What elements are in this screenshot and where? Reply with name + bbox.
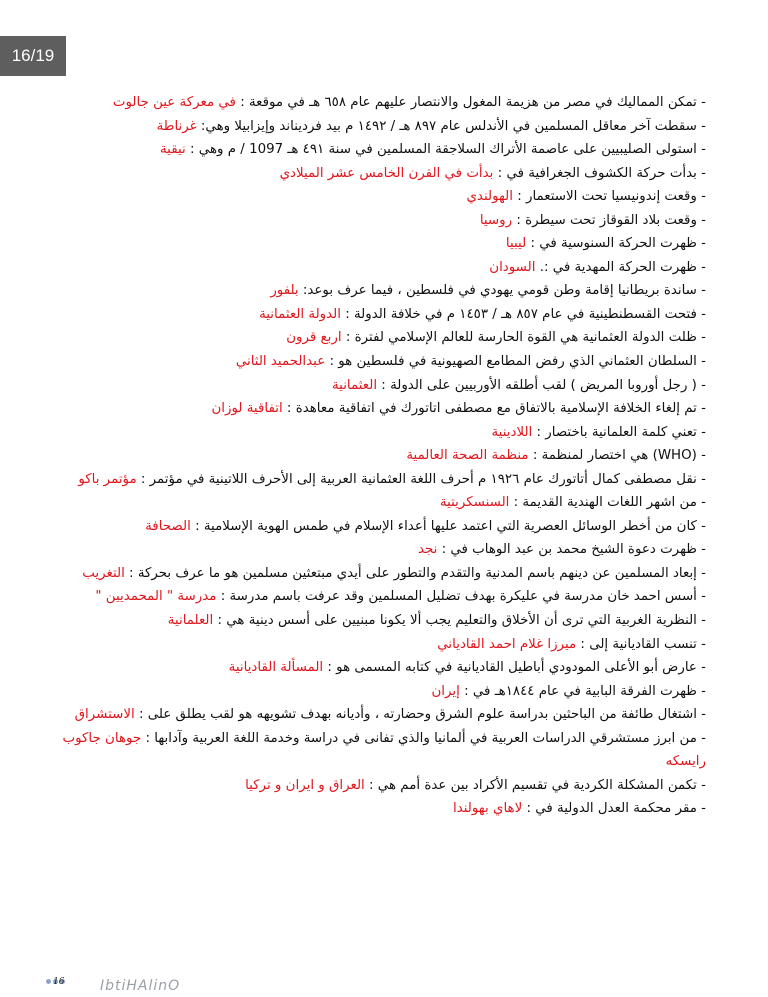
question-text: - ساندة بريطانيا إقامة وطن قومي يهودي في فلسطين ، فيما عرف بوعد: <box>298 283 706 299</box>
author-signature: IbtiHAlinO <box>100 978 181 994</box>
question-text: - ظهرت الحركة السنوسية في : <box>526 236 706 252</box>
qa-item <box>26 491 706 515</box>
answer-text: غرناطة <box>156 118 197 134</box>
qa-item <box>26 515 706 539</box>
answer-text: عبدالحميد الثاني <box>235 354 326 370</box>
answer-text: المسألة القاديانية <box>228 660 324 676</box>
question-text: - تكمن المشكلة الكردية في تقسيم الأكراد بين عدة أمم هي : <box>364 777 706 793</box>
answer-text: في معركة عين جالوت <box>112 95 236 110</box>
question-text: - تعني كلمة العلمانية باختصار : <box>532 424 706 440</box>
question-text: - ظهرت الحركة المهدية في :. <box>535 259 706 275</box>
question-text: - سقطت آخر معاقل المسلمين في الأندلس عام ٨٩٧ هـ / ١٤٩٢ م بيد فرديناند وإيزابيلا وهي: <box>196 118 706 134</box>
qa-item <box>26 91 706 115</box>
qa-item <box>26 609 706 633</box>
answer-text: نجد <box>417 542 438 558</box>
qa-item <box>26 538 706 562</box>
answer-text: لاهاي بهولندا <box>453 801 523 817</box>
question-text: - بدأت حركة الكشوف الجغرافية في : <box>493 165 706 181</box>
qa-item <box>26 397 706 421</box>
answer-text: نيقية <box>160 142 186 158</box>
question-text: - (WHO) هي اختصار لمنظمة : <box>528 448 706 464</box>
page-indicator-badge: 16/19 <box>0 36 66 76</box>
answer-text: ميرزا غلام احمد القادياني <box>437 636 577 652</box>
answer-text: الصحافة <box>145 518 191 534</box>
qa-item <box>26 633 706 657</box>
answer-text: اربع قرون <box>286 330 342 346</box>
qa-item <box>26 162 706 186</box>
answer-text: الاستشراق <box>74 707 135 723</box>
qa-item <box>26 797 706 821</box>
qa-item <box>26 232 706 256</box>
question-text: - تمكن المماليك في مصر من هزيمة المغول والانتصار عليهم عام ٦٥٨ هـ في موقعة : <box>235 95 706 110</box>
qa-item <box>26 421 706 445</box>
qa-item <box>26 326 706 350</box>
question-text: - تنسب القاديانية إلى : <box>576 636 706 652</box>
answer-text: العثمانية <box>331 377 378 393</box>
qa-item <box>26 680 706 704</box>
answer-text: الدولة العثمانية <box>259 306 341 322</box>
answer-text: العلمانية <box>167 613 214 629</box>
qa-item <box>26 115 706 139</box>
qa-item <box>26 727 706 774</box>
qa-item <box>26 562 706 586</box>
question-text: - ( رجل أوروبا المريض ) لقب أطلقه الأوربيين على الدولة : <box>377 377 706 393</box>
question-text: - من ابرز مستشرقي الدراسات العربية في ألمانيا والذي تفانى في دراسة وخدمة اللغة العربية وآدابها : <box>141 730 706 746</box>
qa-item <box>26 703 706 727</box>
answer-text: منظمة الصحة العالمية <box>406 448 529 464</box>
answer-text: الهولندي <box>466 189 513 205</box>
question-text: - إبعاد المسلمين عن دينهم باسم المدنية والتقدم والتطور على أيدي مبتعثين مسلمين هو ما عرف بحركة : <box>124 565 706 581</box>
answer-text: العراق و ايران و تركيا <box>245 777 365 793</box>
answer-text: ليبيا <box>505 236 527 252</box>
answer-text: التغريب <box>82 565 125 581</box>
qa-list <box>26 91 706 821</box>
question-text: - السلطان العثماني الذي رفض المطامع الصهيونية في فلسطين هو : <box>325 354 706 370</box>
qa-item <box>26 138 706 162</box>
question-text: - كان من أخطر الوسائل العصرية التي اعتمد عليها أعداء الإسلام في طمس الهوية الإسلامية : <box>190 518 706 534</box>
question-text: - ظهرت الفرقة البابية في عام ١٨٤٤هـ في : <box>459 683 706 699</box>
qa-item <box>26 468 706 492</box>
qa-item <box>26 585 706 609</box>
question-text: - ظلت الدولة العثمانية هي القوة الحارسة للعالم الإسلامي لفترة : <box>341 330 706 346</box>
answer-text: مؤتمر باكو <box>78 471 137 487</box>
answer-text: اللادينية <box>491 424 533 440</box>
question-text: - مقر محكمة العدل الدولية في : <box>522 801 706 817</box>
qa-item <box>26 303 706 327</box>
question-text: - عارض أبو الأعلى المودودي أباطيل القاديانية في كتابه المسمى هو : <box>323 660 706 676</box>
qa-item <box>26 374 706 398</box>
question-text: - ظهرت دعوة الشيخ محمد بن عبد الوهاب في : <box>437 542 706 558</box>
qa-item <box>26 209 706 233</box>
question-text: - استولى الصليبيين على عاصمة الأتراك السلاجقة المسلمين في سنة ٤٩١ هـ 1097 / م وهي : <box>185 142 706 158</box>
qa-item <box>26 444 706 468</box>
qa-item <box>26 350 706 374</box>
question-text: - اشتغال طائفة من الباحثين بدراسة علوم الشرق وحضارته ، وأديانه بهدف تشويهه هو لقب يطلق على : <box>134 707 706 723</box>
question-text: - النظرية الغربية التي ترى أن الأخلاق والتعليم يجب ألا يكونا مبنيين على أسس دينية هي : <box>213 613 706 629</box>
answer-text: السنسكريتية <box>439 495 510 511</box>
page-number: 16 <box>53 977 65 987</box>
answer-text: بدأت في القرن الخامس عشر الميلادي <box>279 165 494 181</box>
question-text: - من اشهر اللغات الهندية القديمة : <box>509 495 706 511</box>
qa-item <box>26 656 706 680</box>
answer-text: بلفور <box>270 283 299 299</box>
qa-item <box>26 774 706 798</box>
answer-text: السودان <box>489 259 536 275</box>
qa-item <box>26 279 706 303</box>
question-text: - تم إلغاء الخلافة الإسلامية بالاتفاق مع مصطفى اتاتورك في اتفاقية معاهدة : <box>282 401 706 417</box>
qa-item <box>26 185 706 209</box>
question-text: - وقعت بلاد القوقاز تحت سيطرة : <box>512 212 706 228</box>
question-text: - نقل مصطفى كمال أتاتورك عام ١٩٢٦ م أحرف اللغة العثمانية العربية إلى الأحرف اللاتينية في مؤتمر : <box>136 471 706 487</box>
answer-text: جوهان جاكوب رايسكه <box>62 730 706 770</box>
qa-item <box>26 256 706 280</box>
question-text: - فتحت القسطنطينية في عام ٨٥٧ هـ / ١٤٥٣ م في خلافة الدولة : <box>340 306 706 322</box>
answer-text: إيران <box>431 683 460 699</box>
question-text: - وقعت إندونيسيا تحت الاستعمار : <box>512 189 706 205</box>
question-text: - أسس احمد خان مدرسة في عليكرة بهدف تضليل المسلمين وقد عرفت باسم مدرسة : <box>216 589 706 605</box>
answer-text: اتفاقية لوزان <box>211 401 283 417</box>
answer-text: روسيا <box>479 212 513 228</box>
answer-text: مدرسة " المحمديين " <box>95 589 217 605</box>
